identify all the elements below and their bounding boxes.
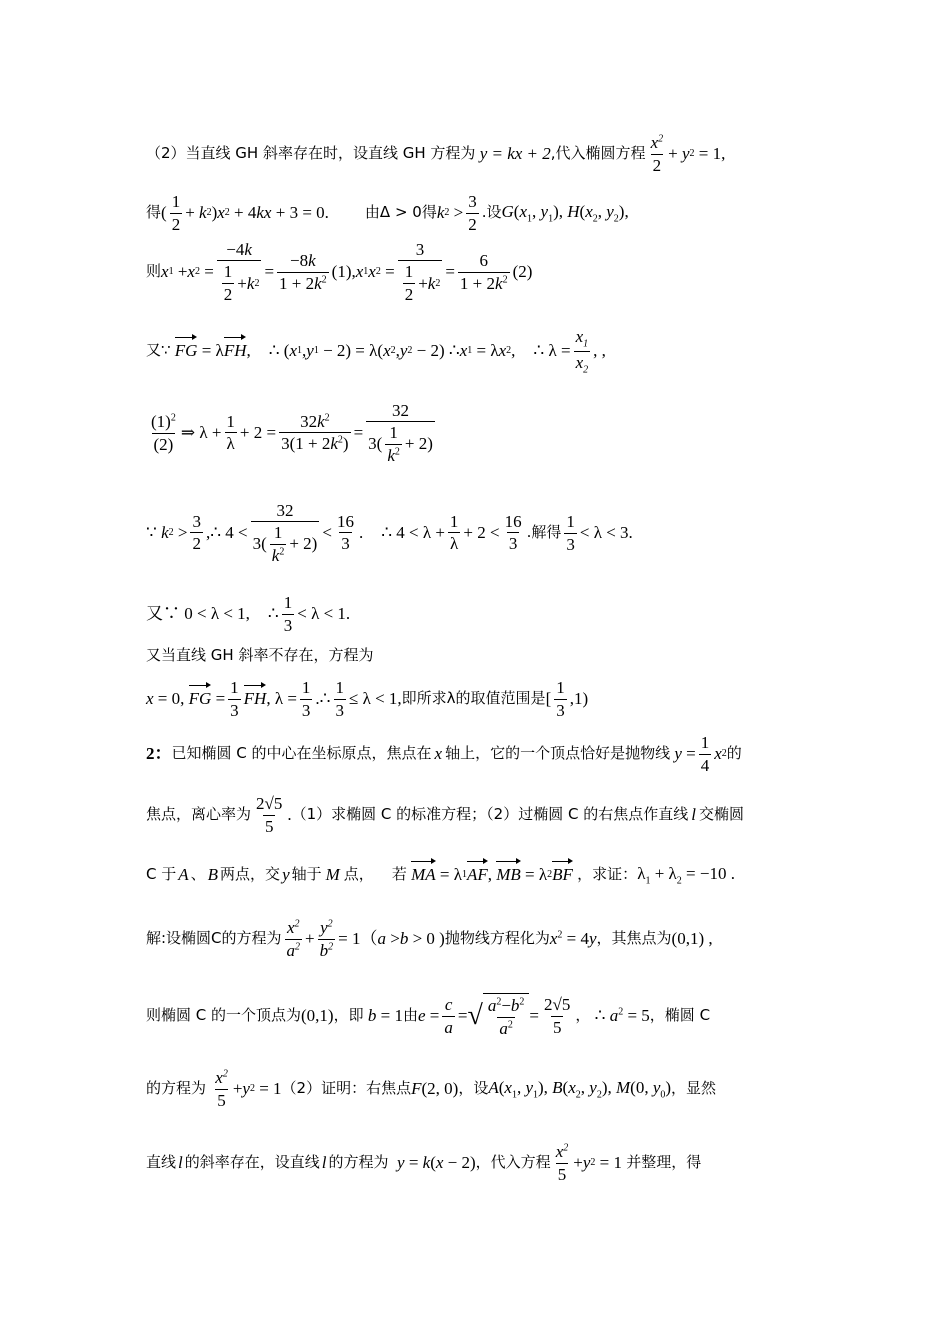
math: FG = λ FH , ∴ ( x 1 , y 1 − 2) = λ( x 2 , y 2 − 2) ∴ x 1 = λ x 2 , — [174, 341, 516, 361]
math: $\frac{1}{3}$ < λ < 3. — [566, 511, 633, 554]
text: y — [282, 865, 290, 885]
text: 点， — [343, 865, 374, 884]
text: 由 — [402, 1006, 418, 1025]
text: ，设 — [458, 1079, 489, 1098]
text: 并整理，得 — [626, 1153, 702, 1172]
text: 的方程为 — [328, 1153, 389, 1172]
math: F(2, 0) — [411, 1079, 459, 1099]
text: ，其焦点为 — [596, 929, 672, 948]
math: x = 0, FG = $\frac{1}{3}$ FH , λ = $\frac{1}{3}$ .∴ $\frac{1}{3}$ ≤ λ < 1, — [146, 677, 402, 720]
text: 直线 — [146, 1153, 177, 1172]
math: k 2 > $\frac{3}{2}$ — [436, 191, 477, 234]
math: $\frac{1}{3}$ < λ < 1. — [283, 592, 351, 635]
math: $A(x_1$, $y_1$), $B(x_2$, $y_2$), M(0, $y_0$) — [488, 1077, 672, 1100]
math: $G(x_1$, $y_1$), $H(x_2$, $y_2$), — [501, 201, 629, 224]
math: ∴ $a^2 = 5$ — [590, 1006, 650, 1026]
text: M — [325, 865, 340, 885]
line-5 — [146, 400, 826, 466]
text: ∴ — [533, 341, 545, 361]
math: (0,1) , — [671, 929, 713, 949]
text: ，代入方程 — [475, 1153, 551, 1172]
text: 的方程为 — [146, 1079, 207, 1098]
text: 轴于 — [291, 865, 322, 884]
text: 交椭圆 — [698, 805, 744, 824]
text: 2： — [146, 744, 172, 764]
text: l — [178, 1153, 183, 1173]
text: 又∵ — [146, 341, 171, 360]
text: 则椭圆 C 的一个顶点为 — [146, 1006, 302, 1025]
text: 解:设椭圆C的方程为 — [146, 929, 282, 948]
text: ⇒ — [180, 423, 196, 443]
text: 则 — [146, 262, 162, 281]
line-3 — [146, 240, 826, 304]
math: $\frac{x^2}{a^2}$ + $\frac{y^2}{b^2}$ = 1（ a > b > 0 ) — [286, 917, 445, 960]
line-16 — [146, 1138, 826, 1188]
math: y = k(x − 2) — [397, 1153, 476, 1173]
text: ，求证： — [577, 865, 638, 884]
text: ∴ — [267, 604, 279, 624]
line-9 — [146, 676, 826, 722]
math: $\lambda_1 + \lambda_2 = -10$ . — [637, 863, 735, 886]
text: ，显然 — [671, 1079, 717, 1098]
line-12 — [146, 862, 826, 888]
math: $\frac{(1)^2}{(2)}$ — [151, 411, 176, 454]
text: 即所求λ的取值范围是 — [401, 689, 546, 708]
text: ，即 — [333, 1006, 364, 1025]
text: l — [691, 805, 696, 825]
line-8 — [146, 644, 826, 668]
text: 焦点，离心率为 — [146, 805, 252, 824]
text: 又∵ 0 < λ < 1, — [146, 604, 250, 624]
math: λ = $\frac{x_1}{x_2}$ , , — [544, 326, 606, 375]
math: y = $\frac{1}{4}$ x 2 — [674, 732, 727, 775]
math: (0,1) — [301, 1006, 334, 1026]
text: .设 — [481, 203, 502, 222]
math: k 2 > $\frac{3}{2}$ ,∴ 4 < 32 3( $\frac{1}{k^2}$ + 2) < $\frac{16}{3}$ . ∴ 4 < λ + $\frac{1}{\lambda}$ + 2 < $\frac{16}{3}$ — [161, 500, 522, 565]
text: （2）证明：右焦点 — [281, 1079, 412, 1098]
text: （2）当直线 GH 斜率存在时，设直线 GH 方程为 — [146, 144, 476, 163]
math: x 1 + x 2 = −4k $\frac{1}{2}$ + k 2 = $\frac{-8k}{1 + 2k^2}$ (1), x 1 x 2 = 3 $\frac{1}{2}$ + k 2 = $\frac{6}{1 + 2k^2}$ (2) — [161, 239, 533, 304]
line-2 — [146, 190, 826, 236]
math: $\frac{x^2}{5}$ + y 2 = 1 — [215, 1067, 282, 1110]
line-1 — [146, 132, 826, 176]
text: x — [434, 744, 443, 764]
math: y = kx + 2 — [475, 144, 551, 164]
text: B — [207, 865, 219, 885]
text: 、 — [190, 865, 206, 884]
text: A — [178, 865, 189, 885]
text: 又当直线 GH 斜率不存在，方程为 — [146, 646, 374, 665]
text: 得 — [146, 203, 162, 222]
math: λ + $\frac{1}{\lambda}$ + 2 = $\frac{32k^2}{3(1 + 2k^2)}$ = 32 3( $\frac{1}{k^2}$ + 2) — [195, 400, 433, 465]
line-4 — [146, 326, 826, 376]
line-10 — [146, 732, 826, 776]
math: e = $\frac{c}{a}$ = √ $\frac{a^2-b^2}{a^2}$ = $\frac{2√5}{5}$ — [417, 994, 571, 1038]
math: $\frac{x^2}{5}$ + y 2 = 1 — [555, 1141, 627, 1184]
text: 已知椭圆 C 的中心在坐标原点，焦点在 — [171, 744, 432, 763]
line-11 — [146, 790, 826, 840]
math: b = 1 — [367, 1006, 403, 1026]
text: ∵ — [146, 523, 157, 543]
text: 由Δ > 0得 — [364, 203, 437, 222]
math: ( $\frac{1}{2}$ + k 2 ) x 2 + 4 kx + 3 = 0. — [161, 191, 329, 234]
text: ， — [575, 1006, 591, 1025]
text: 轴上，它的一个顶点恰好是抛物线 — [445, 744, 671, 763]
line-6 — [146, 500, 826, 566]
text: （1）求椭圆 C 的标准方程；（2）过椭圆 C 的右焦点作直线 — [291, 805, 689, 824]
line-13 — [146, 914, 826, 964]
text: ，椭圆 C — [649, 1006, 711, 1025]
line-7 — [146, 592, 826, 636]
line-14 — [146, 988, 826, 1044]
math: MA = λ 1 AF , MB = λ 2 BF — [411, 865, 573, 885]
text: 若 — [391, 865, 407, 884]
text: ,代入椭圆方程 — [550, 144, 646, 163]
text: C 于 — [146, 865, 177, 884]
text: l — [321, 1153, 327, 1173]
text: 两点，交 — [220, 865, 281, 884]
math: $\frac{x^2}{2}$ + y 2 = 1, — [650, 132, 726, 175]
math: [ $\frac{1}{3}$ ,1) — [545, 677, 589, 720]
text: .解得 — [526, 523, 562, 542]
math: $x^2 = 4y$ — [549, 929, 597, 949]
text: 的斜率存在，设直线 — [184, 1153, 320, 1172]
math: $\frac{2√5}{5}$ . — [256, 793, 292, 836]
text: 抛物线方程化为 — [444, 929, 550, 948]
line-15 — [146, 1064, 826, 1114]
text: 的 — [726, 744, 742, 763]
